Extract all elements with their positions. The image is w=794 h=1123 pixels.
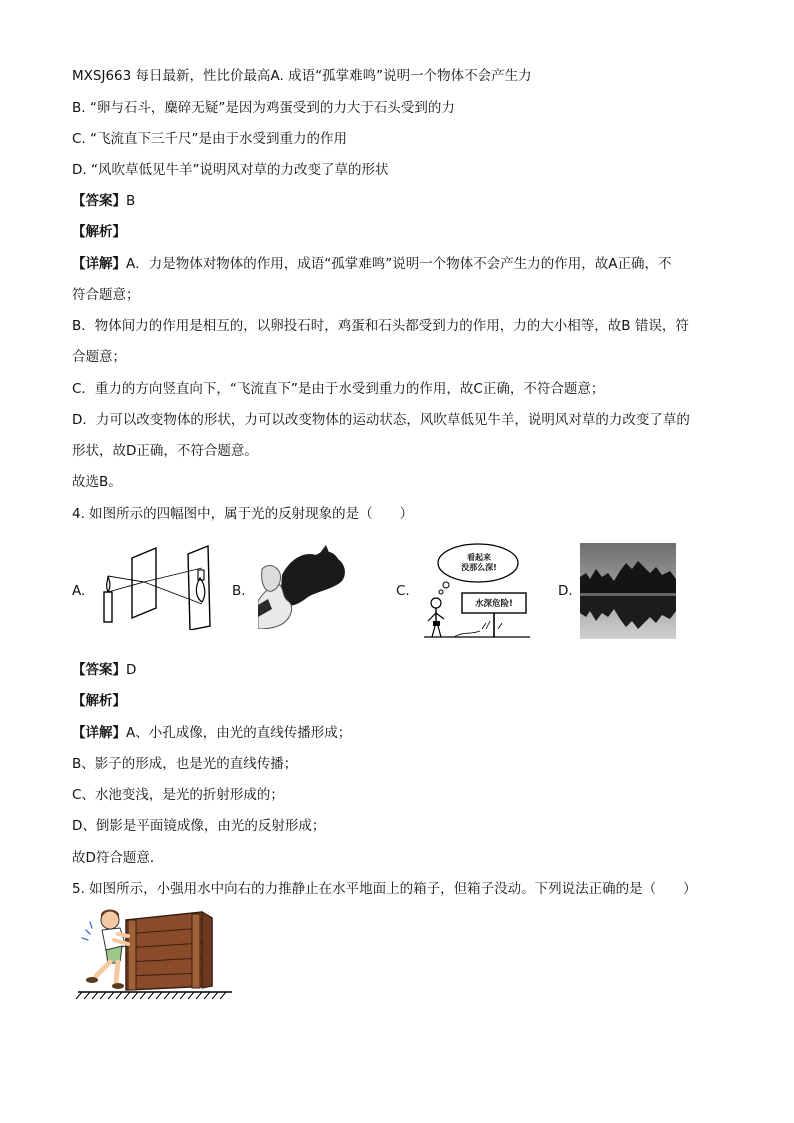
q3-option-c: C. “飞流直下三千尺”是由于水受到重力的作用 — [72, 131, 347, 147]
q3-option-d: D. “风吹草低见牛羊”说明风对草的力改变了草的形状 — [72, 162, 389, 178]
pool-shallow-cartoon — [424, 541, 530, 641]
q4-option-label-c: C. — [396, 583, 410, 599]
q4-detail-line-4: D、倒影是平面镜成像，由光的反射形成； — [72, 818, 326, 834]
answer-tag: 【答案】 — [72, 662, 126, 678]
q4-option-label-d: D. — [558, 583, 573, 599]
pinhole-camera-figure — [98, 544, 214, 630]
q3-answer-line — [72, 191, 135, 211]
answer-tag: 【答案】 — [72, 193, 126, 209]
q4-option-label-b: B. — [232, 583, 246, 599]
q4-answer-line — [72, 660, 136, 680]
answer-value: B — [126, 193, 136, 209]
q3-conclusion: 故选B。 — [72, 474, 122, 490]
q3-option-a: MXSJ663 每日最新，性比价最高A. 成语“孤掌难鸣”说明一个物体不会产生力 — [72, 68, 532, 84]
q3-detail-line-5: C．重力的方向竖直向下，“飞流直下”是由于水受到重力的作用，故C正确，不符合题意； — [72, 381, 605, 397]
water-reflection-photo — [580, 543, 676, 639]
push-box-figure — [74, 906, 234, 1000]
q4-analysis-tag: 【解析】 — [72, 693, 126, 709]
detail-tag: 【详解】 — [72, 256, 126, 272]
q4-detail-line-2: B、影子的形成，也是光的直线传播； — [72, 756, 298, 772]
q3-detail-line-3: B．物体间力的作用是相互的，以卵投石时，鸡蛋和石头都受到力的作用，力的大小相等，故B 错误，符 — [72, 318, 689, 334]
q3-detail-line-6: D．力可以改变物体的形状，力可以改变物体的运动状态，风吹草低见牛羊，说明风对草的力改变了草的 — [72, 412, 690, 428]
bubble-line-1: 看起来 — [467, 553, 491, 562]
detail-tag: 【详解】 — [72, 725, 126, 741]
q3-analysis-tag: 【解析】 — [72, 224, 126, 240]
detail-text: A．力是物体对物体的作用，成语“孤掌难鸣”说明一个物体不会产生力的作用，故A正确，不 — [126, 256, 672, 272]
q4-detail-line-3: C、水池变浅，是光的折射形成的； — [72, 787, 284, 803]
q3-detail-line-2: 符合题意； — [72, 287, 140, 303]
q3-detail-line-4: 合题意； — [72, 349, 126, 365]
thought-bubble-text — [458, 553, 500, 573]
bubble-line-2: 没那么深! — [461, 563, 497, 572]
q4-detail-line-1 — [72, 723, 351, 743]
answer-value: D — [126, 662, 137, 678]
q3-option-b: B. “卵与石斗，麋碎无疑”是因为鸡蛋受到的力大于石头受到的力 — [72, 100, 455, 116]
warning-sign-text: 水深危险! — [475, 599, 513, 609]
q5-stem: 5. 如图所示，小强用水中向右的力推静止在水平地面上的箱子，但箱子没动。下列说法正确的是（ ） — [72, 881, 697, 897]
detail-text: A、小孔成像，由光的直线传播形成； — [126, 725, 352, 741]
q4-option-label-a: A. — [72, 583, 86, 599]
hand-shadow-figure — [258, 545, 350, 629]
q3-detail-line-1 — [72, 254, 671, 274]
q4-stem: 4. 如图所示的四幅图中，属于光的反射现象的是（ ） — [72, 506, 414, 522]
q3-detail-line-7: 形状，故D正确，不符合题意。 — [72, 443, 258, 459]
q4-conclusion: 故D符合题意． — [72, 850, 164, 866]
